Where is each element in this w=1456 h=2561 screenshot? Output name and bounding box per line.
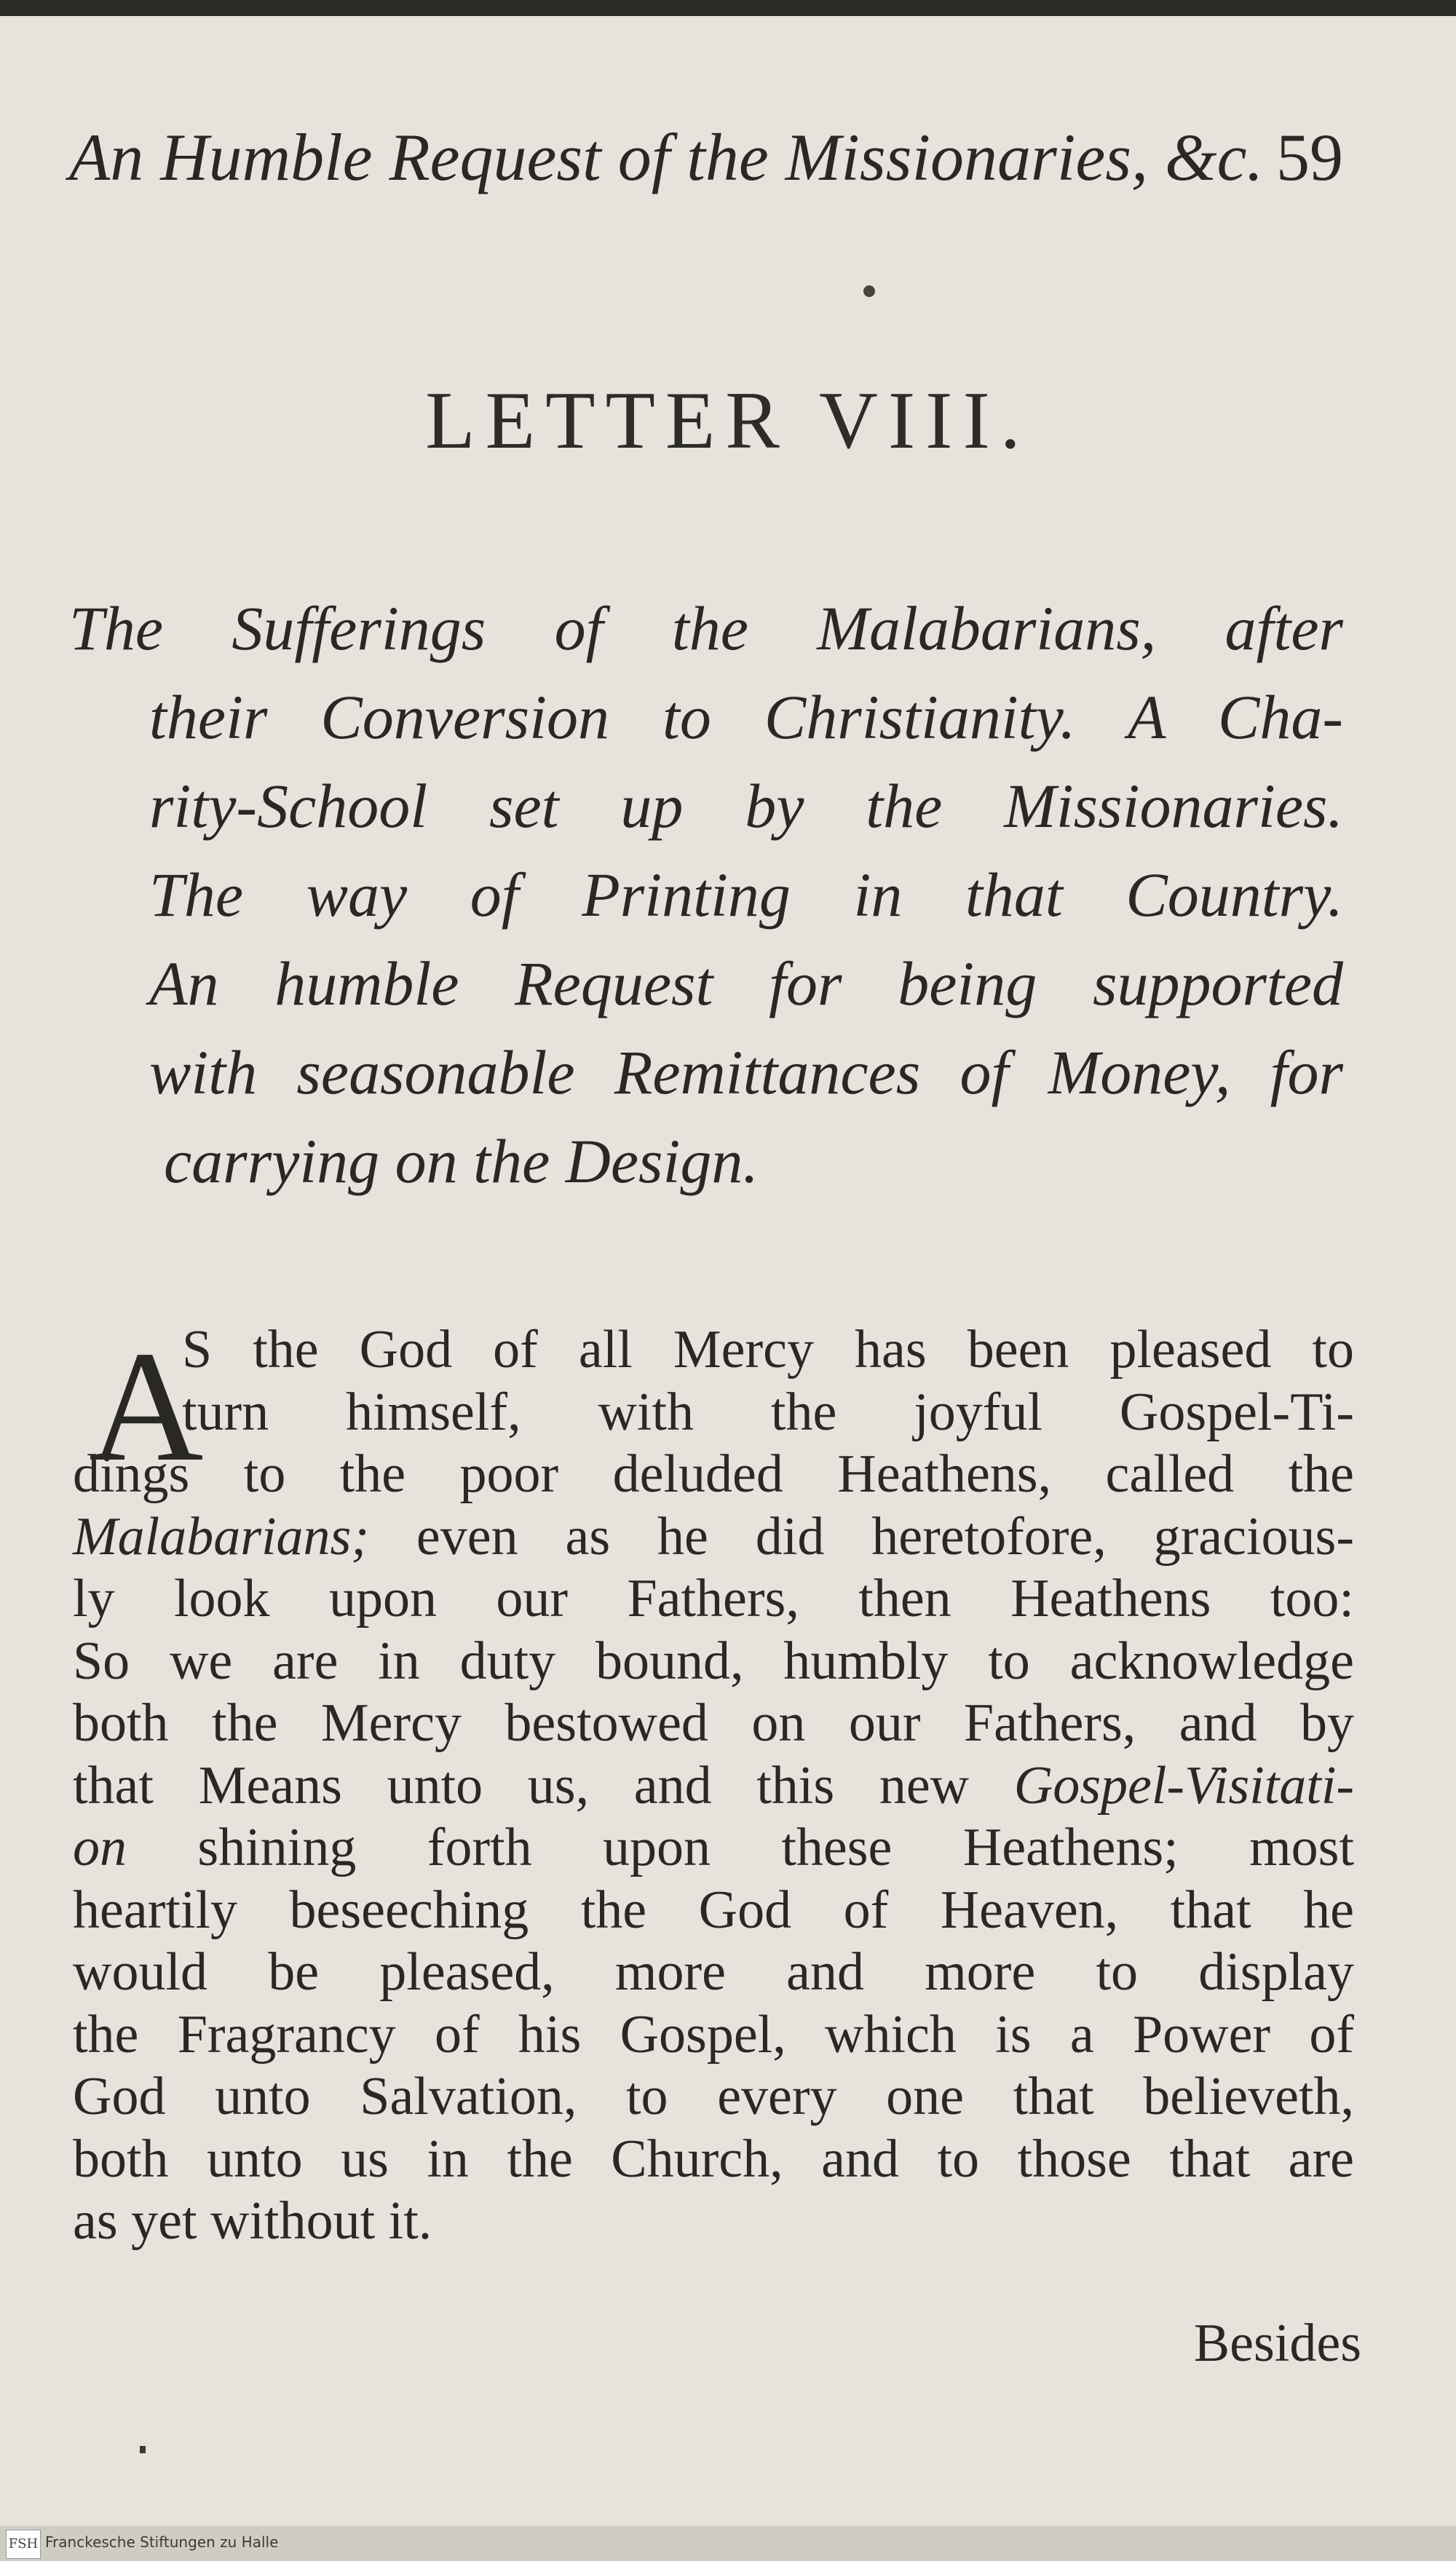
- body-line: God unto Salvation, to every one that believeth,: [73, 2067, 1354, 2126]
- ink-dot: [863, 285, 875, 297]
- summary-line: rity-School set up by the Missionaries.: [149, 771, 1343, 841]
- summary-line: their Conversion to Christianity. A Cha-: [149, 682, 1343, 752]
- summary-line: with seasonable Remittances of Money, for: [149, 1037, 1343, 1107]
- body-line-text: even as he did heretofore, gracious-: [416, 1506, 1355, 1567]
- body-line: would be pleased, more and more to display: [73, 1942, 1354, 2002]
- header-title: An Humble Request of the Missionaries, &c.: [69, 120, 1264, 194]
- summary-line: An humble Request for being supported: [149, 949, 1343, 1018]
- italic-word: on: [73, 1818, 127, 1877]
- summary-line: The Sufferings of the Malabarians, after: [69, 593, 1343, 663]
- page-number: 59: [1276, 120, 1343, 194]
- archive-credit: Franckesche Stiftungen zu Halle: [45, 2533, 279, 2551]
- ink-mark: [140, 2446, 146, 2453]
- body-line: [73, 1506, 1354, 1569]
- letter-body: [73, 1319, 1354, 2253]
- body-line: [73, 1755, 1354, 1818]
- book-page: [0, 16, 1456, 2526]
- summary-line: The way of Printing in that Country.: [149, 860, 1343, 930]
- letter-heading: LETTER VIII.: [425, 376, 1031, 466]
- body-line: as yet without it.: [73, 2191, 432, 2251]
- body-line: the Fragrancy of his Gospel, which is a Power of: [73, 2004, 1354, 2065]
- summary-line: carrying on the Design.: [164, 1126, 759, 1196]
- body-line-text: shining forth upon these Heathens; most: [197, 1818, 1355, 1877]
- archive-logo: FSH: [6, 2530, 41, 2559]
- letter-summary: [69, 584, 1343, 1206]
- body-line: both the Mercy bestowed on our Fathers, and by: [73, 1693, 1354, 1753]
- body-line: S the God of all Mercy has been pleased to: [182, 1320, 1354, 1380]
- body-line: both unto us in the Church, and to those that are: [73, 2129, 1354, 2189]
- body-line: heartily beseeching the God of Heaven, that he: [73, 1880, 1354, 1940]
- body-line: [73, 1817, 1354, 1880]
- body-line: So we are in duty bound, humbly to acknowledge: [73, 1631, 1354, 1691]
- archive-footer: [0, 2526, 1456, 2561]
- body-line: ly look upon our Fathers, then Heathens too:: [73, 1569, 1354, 1628]
- body-line: dings to the poor deluded Heathens, called the: [73, 1444, 1354, 1504]
- body-line: turn himself, with the joyful Gospel-Ti-: [182, 1382, 1354, 1442]
- catchword: Besides: [1193, 2313, 1361, 2373]
- italic-word: Gospel-Visitati-: [1013, 1755, 1355, 1816]
- italic-word: Malabarians;: [73, 1506, 369, 1567]
- drop-cap: A: [89, 1319, 204, 1495]
- body-line-text: that Means unto us, and this new: [73, 1755, 970, 1816]
